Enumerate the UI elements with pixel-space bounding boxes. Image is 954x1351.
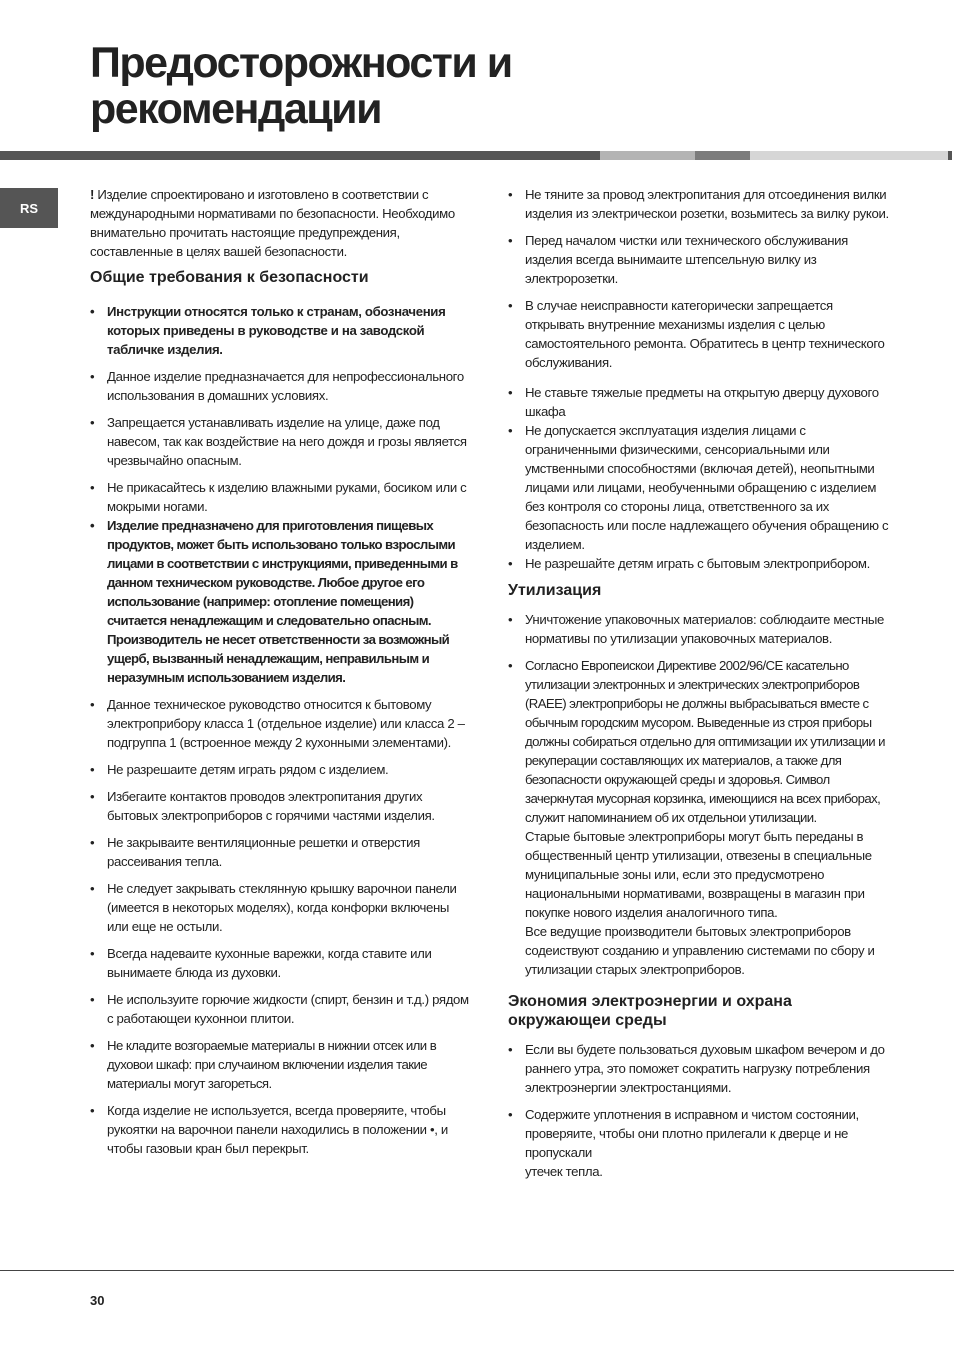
list-item: • Всегда надеваите кухонные варежки, когда ставите или вынимаете блюда из духовки. (90, 944, 470, 982)
list-item: • Запрещается устанавливать изделие на улице, даже под навесом, так как воздействие на него дождя и грозы является чрезвычайно опасным. (90, 413, 470, 470)
list-item: • Изделие предназначено для приготовления пищевых продуктов, может быть использовано только взрослыми лицами в соответствии с инструкциями, приведенными в данном техническом руководстве. Любое другое его использование (например: отопление помещения) считается ненадлежащим и следовательно опасным. Производитель не несет ответственности за возможный ущерб, вызванный ненадлежащим, неправильным и неразумным использованием изделия. (90, 516, 470, 687)
disposal-list (508, 610, 890, 979)
energy-seals-text: • Содержите уплотнения в исправном и чистом состоянии, проверяите, чтобы они плотно прилегали к дверце и не пропускали (525, 1107, 859, 1160)
list-item: • Не тяните за провод электропитания для отсоединения вилки изделия из электрическои розетки, возьмитесь за вилку рукои. (508, 185, 890, 223)
list-item: • Не ставьте тяжелые предметы на открытую дверцу духового шкафа (508, 383, 890, 421)
warning-mark: ! (90, 187, 95, 202)
page-number: 30 (90, 1293, 105, 1308)
list-item (508, 1105, 890, 1181)
disposal-directive-text: • Согласно Европеискои Директиве 2002/96/CE касательно утилизации электронных и электрических электроприборов (RAEE) электроприборы не должны выбрасываться вместе с обычным городским мусором. Выведенные из строя приборы должны собираться отдельно для оптимизации их утилизации и рекуперации составляющих их материалов, а также для безопасности окружающей среды и здоровья. Символ зачеркнутая мусорная корзинка, имеющиися на всех приборах, служит напоминанием об их отдельнои утилизации. (525, 658, 885, 825)
list-item: • Избегаите контактов проводов электропитания других бытовых электроприборов с горячими частями изделия. (90, 787, 470, 825)
list-item: • Данное изделие предназначается для непрофессионального использования в домашних условиях. (90, 367, 470, 405)
list-item: • Не допускается эксплуатация изделия лицами с ограниченными физическими, сенсориальными или умственными способностями (включая детей), неопытными лицами или лицами, необученными обращению с изделием без контроля со стороны лица, ответственного за их безопасность или после надлежащего обучения обращению с изделием. (508, 421, 890, 554)
energy-seals-text-end: утечек тепла. (525, 1164, 603, 1179)
language-badge: RS (0, 188, 58, 228)
list-item: • Не прикасайтесь к изделию влажными руками, босиком или с мокрыми ногами. (90, 478, 470, 516)
safety-list (90, 302, 470, 1158)
header-bar-light (600, 151, 695, 160)
intro-text: Изделие спроектировано и изготовлено в соответствии с международными нормативами по безопасности. Необходимо внимательно прочитать настоящие предупреждения, составленные в целях вашей безопасности. (90, 187, 455, 259)
header-bar-end (948, 151, 952, 160)
left-column (90, 185, 470, 1166)
list-item: • Не разрешаите детям играть рядом с изделием. (90, 760, 470, 779)
intro-paragraph (90, 185, 470, 261)
right-column (508, 185, 890, 1189)
title-line-2: рекомендации (90, 85, 382, 133)
list-item: • Когда изделие не используется, всегда проверяите, чтобы рукоятки на варочнои панели находились в положении •, и чтобы газовыи кран был перекрыт. (90, 1101, 470, 1158)
list-item (508, 656, 890, 979)
page-title (90, 40, 512, 132)
title-line-1: Предосторожности и (90, 39, 512, 87)
list-item: • Перед началом чистки или технического обслуживания изделия всегда вынимаите штепсельную вилку из электророзетки. (508, 231, 890, 288)
list-item: • Если вы будете пользоваться духовым шкафом вечером и до раннего утра, это поможет сократить нагрузку потребления электроэнергии электростанциями. (508, 1040, 890, 1097)
disposal-old-appliances-text: Старые бытовые электроприборы могут быть переданы в общественный центр утилизации, отвезены в специальные муниципальные зоны или, если это предусмотрено национальными нормативами, возвращены в магазин при покупке нового изделия аналогичного типа. (525, 829, 872, 920)
list-item: • Уничтожение упаковочных материалов: соблюдаите местные нормативы по утилизации упаковочных материалов. (508, 610, 890, 648)
header-bar-pale (750, 151, 948, 160)
heading-energy-saving: Экономия электроэнергии и охрана окружающеи среды (508, 993, 792, 1029)
list-item: • Данное техническое руководство относится к бытовому электроприбору класса 1 (отдельное изделие) или класса 2 – подгруппа 1 (встроенное между 2 кухонными элементами). (90, 695, 470, 752)
list-item: • Не используите горючие жидкости (спирт, бензин и т.д.) рядом с работающеи кухоннои плитои. (90, 990, 470, 1028)
list-item: • В случае неисправности категорически запрещается открывать внутренние механизмы изделия с целью самостоятельного ремонта. Обратитесь в центр технического обслуживания. (508, 296, 890, 372)
safety-list-continued (508, 185, 890, 372)
heading-general-safety: Общие требования к безопасности (90, 269, 369, 286)
list-item: • Не разрешайте детям играть с бытовым электроприбором. (508, 554, 890, 573)
safety-list-extra (508, 383, 890, 573)
header-bar-dark (0, 151, 600, 160)
heading-disposal: Утилизация (508, 582, 602, 599)
footer-divider (0, 1270, 954, 1271)
energy-list (508, 1040, 890, 1181)
list-item: • Инструкции относятся только к странам, обозначения которых приведены в руководстве и на заводской табличке изделия. (90, 302, 470, 359)
list-item: • Не кладите возгораемые материалы в нижнии отсек или в духовои шкаф: при случаином включении изделия такие материалы могут загореться. (90, 1036, 470, 1093)
header-bar-mid (695, 151, 750, 160)
list-item: • Не следует закрывать стеклянную крышку варочнои панели (имеется в некоторых моделях), когда конфорки включены или еще не остыли. (90, 879, 470, 936)
list-item: • Не закрываите вентиляционные решетки и отверстия рассеивания тепла. (90, 833, 470, 871)
disposal-manufacturers-text: Все ведущие производители бытовых электроприборов содеиствуют созданию и управлению системами по сбору и утилизации старых электроприборов. (525, 924, 875, 977)
